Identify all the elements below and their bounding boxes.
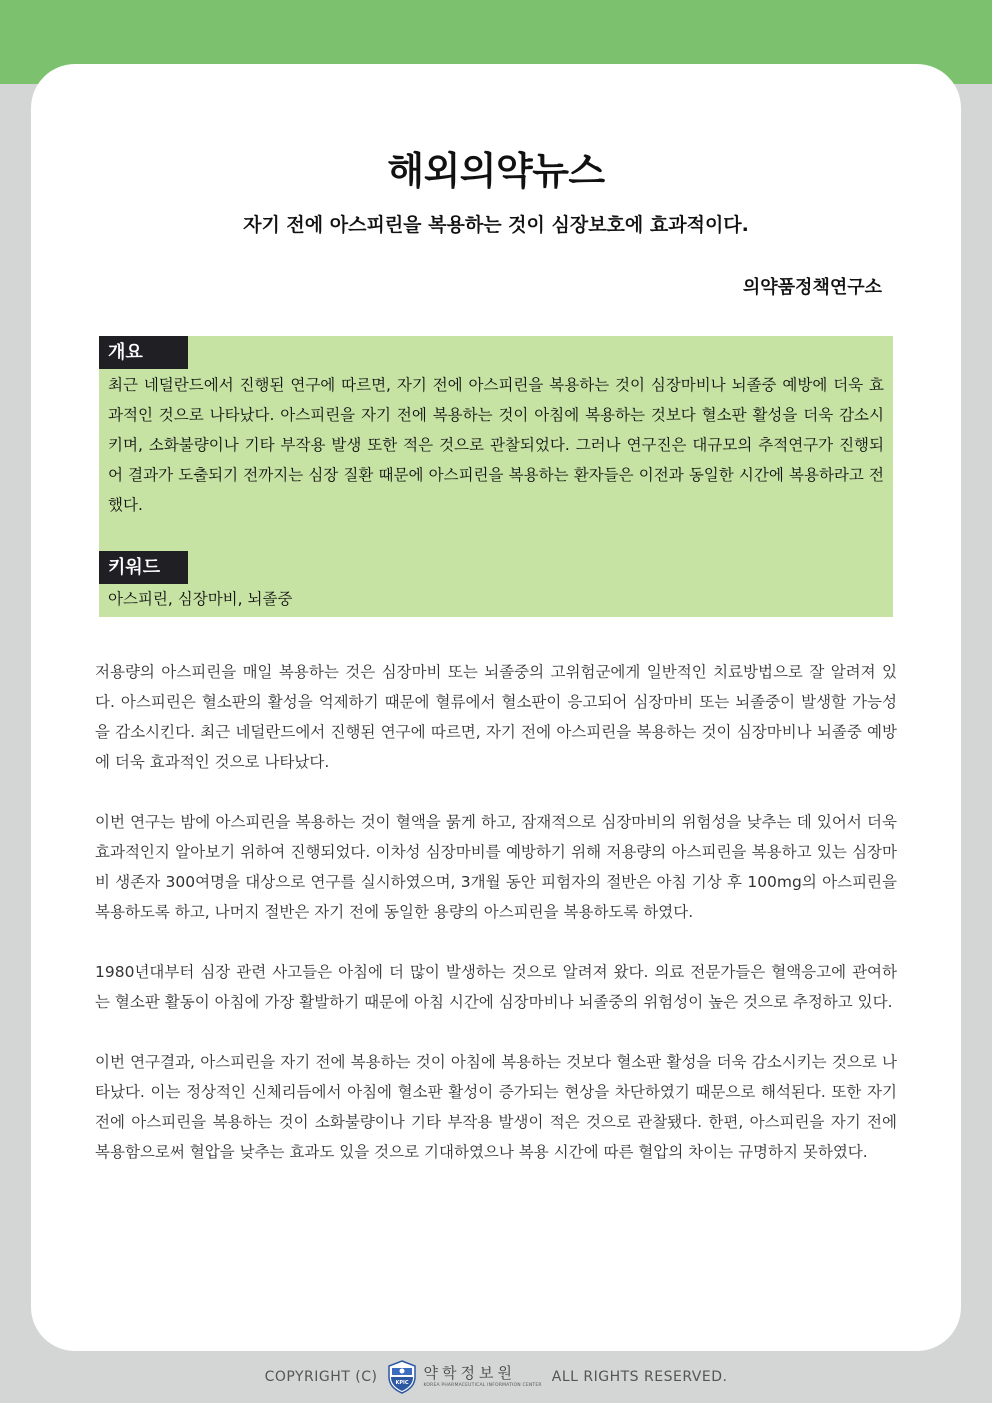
logo-english-name: KOREA PHARMACEUTICAL INFORMATION CENTER bbox=[423, 1382, 542, 1388]
document-page bbox=[31, 64, 961, 1351]
author-label: 의약품정책연구소 bbox=[742, 277, 882, 298]
page-title: 해외의약뉴스 bbox=[387, 149, 605, 193]
footer bbox=[0, 1358, 992, 1396]
article-body bbox=[95, 657, 897, 1197]
copyright-right: ALL RIGHTS RESERVED. bbox=[551, 1369, 728, 1385]
keyword-tag: 키워드 bbox=[99, 551, 188, 584]
logo-korean-name: 약학정보원 bbox=[423, 1363, 516, 1382]
body-paragraph: 1980년대부터 심장 관련 사고들은 아침에 더 많이 발생하는 것으로 알려져 왔다. 의료 전문가들은 혈액응고에 관여하는 혈소판 활동이 아침에 가장 활발하기 때문에 아침 시간에 심장마비나 뇌졸중의 위험성이 높은 것으로 추정하고 있다. bbox=[95, 963, 897, 1011]
copyright-left: COPYRIGHT (C) bbox=[264, 1369, 378, 1385]
body-paragraph: 이번 연구결과, 아스피린을 자기 전에 복용하는 것이 아침에 복용하는 것보다 혈소판 활성을 더욱 감소시키는 것으로 나타났다. 이는 정상적인 신체리듬에서 아침에 혈소판 활성이 증가되는 현상을 차단하였기 때문으로 해석된다. 또한 자기 전에 아스피린을 복용하는 것이 소화불량이나 기타 부작용 발생이 적은 것으로 관찰됐다. 한편, 아스피린을 자기 전에 복용함으로써 혈압을 낮추는 효과도 있을 것으로 기대하였으나 복용 시간에 따른 혈압의 차이는 규명하지 못하였다. bbox=[95, 1053, 897, 1161]
overview-text: 최근 네덜란드에서 진행된 연구에 따르면, 자기 전에 아스피린을 복용하는 것이 심장마비나 뇌졸중 예방에 더욱 효과적인 것으로 나타났다. 아스피린을 자기 전에 복용하는 것이 아침에 복용하는 것보다 혈소판 활성을 더욱 감소시키며, 소화불량이나 기타 부작용 발생 또한 적은 것으로 관찰되었다. 그러나 연구진은 대규모의 추적연구가 진행되어 결과가 도출되기 전까지는 심장 질환 때문에 아스피린을 복용하는 환자들은 이전과 동일한 시간에 복용하라고 전했다. bbox=[108, 376, 884, 514]
kpic-emblem-icon bbox=[387, 1360, 417, 1394]
kpic-badge-text: KPIC bbox=[395, 1380, 410, 1386]
kpic-logo bbox=[387, 1360, 541, 1394]
overview-tag: 개요 bbox=[99, 336, 188, 369]
article-subtitle: 자기 전에 아스피린을 복용하는 것이 심장보호에 효과적이다. bbox=[243, 214, 749, 236]
keyword-text: 아스피린, 심장마비, 뇌졸중 bbox=[108, 590, 293, 608]
body-paragraph: 이번 연구는 밤에 아스피린을 복용하는 것이 혈액을 묽게 하고, 잠재적으로 심장마비의 위험성을 낮추는 데 있어서 더욱 효과적인지 알아보기 위하여 진행되었다. 이차성 심장마비를 예방하기 위해 저용량의 아스피린을 복용하고 있는 심장마비 생존자 300여명을 대상으로 연구를 실시하였으며, 3개월 동안 피험자의 절반은 아침 기상 후 100mg의 아스피린을 복용하도록 하고, 나머지 절반은 자기 전에 동일한 용량의 아스피린을 복용하도록 하였다. bbox=[95, 813, 897, 921]
body-paragraph: 저용량의 아스피린을 매일 복용하는 것은 심장마비 또는 뇌졸중의 고위험군에게 일반적인 치료방법으로 잘 알려져 있다. 아스피린은 혈소판의 활성을 억제하기 때문에 혈류에서 혈소판이 응고되어 심장마비 또는 뇌졸중이 발생할 가능성을 감소시킨다. 최근 네덜란드에서 진행된 연구에 따르면, 자기 전에 아스피린을 복용하는 것이 심장마비나 뇌졸중 예방에 더욱 효과적인 것으로 나타났다. bbox=[95, 663, 897, 771]
summary-box bbox=[99, 336, 893, 617]
